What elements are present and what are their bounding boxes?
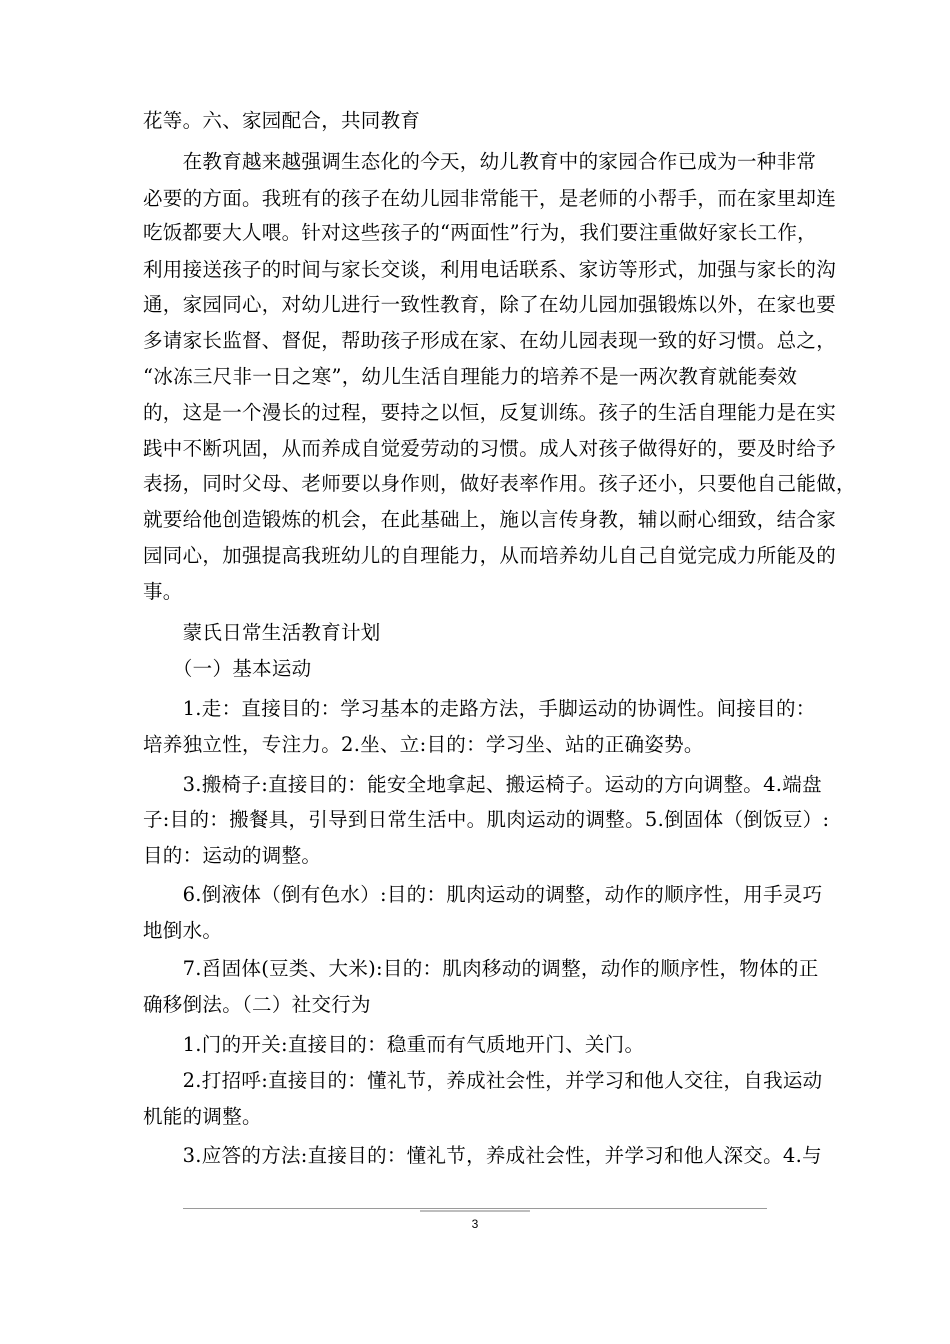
text-line: 确移倒法。（二）社交行为	[143, 993, 371, 1016]
text-line: 通，家园同心，对幼儿进行一致性教育，除了在幼儿园加强锻炼以外，在家也要	[143, 293, 837, 316]
text-line: 地倒水。	[143, 919, 223, 942]
text-line: 机能的调整。	[143, 1105, 262, 1128]
text-line: 必要的方面。我班有的孩子在幼儿园非常能干，是老师的小帮手，而在家里却连	[143, 187, 837, 210]
text-line: 6.倒液体（倒有色水）:目的：肌肉运动的调整，动作的顺序性，用手灵巧	[143, 883, 823, 906]
footer-divider-accent	[420, 1210, 530, 1212]
text-line: 表扬，同时父母、老师要以身作则，做好表率作用。孩子还小，只要他自己能做，	[143, 472, 856, 495]
text-line: 事。	[143, 580, 183, 603]
text-line: 花等。六、家园配合，共同教育	[143, 109, 421, 132]
text-line: 利用接送孩子的时间与家长交谈，利用电话联系、家访等形式，加强与家长的沟	[143, 258, 837, 281]
text-line: 就要给他创造锻炼的机会，在此基础上，施以言传身教，辅以耐心细致，结合家	[143, 508, 837, 531]
text-line: 在教育越来越强调生态化的今天，幼儿教育中的家园合作已成为一种非常	[143, 150, 817, 173]
text-line: 目的：运动的调整。	[143, 844, 322, 867]
text-line: 3.应答的方法:直接目的：懂礼节，养成社会性，并学习和他人深交。4.与	[143, 1144, 822, 1167]
text-line: 2.打招呼:直接目的：懂礼节，养成社会性，并学习和他人交往，自我运动	[143, 1069, 823, 1092]
section-heading: 蒙氏日常生活教育计划	[143, 621, 381, 644]
text-line: 7.舀固体(豆类、大米):目的：肌肉移动的调整，动作的顺序性，物体的正	[143, 957, 819, 980]
page-number: 3	[471, 1217, 479, 1231]
subsection-heading: （一）基本运动	[143, 657, 312, 680]
text-line: 践中不断巩固，从而养成自觉爱劳动的习惯。成人对孩子做得好的，要及时给予	[143, 437, 837, 460]
text-line: 多请家长监督、督促，帮助孩子形成在家、在幼儿园表现一致的好习惯。总之，	[143, 329, 837, 352]
text-line: 3.搬椅子:直接目的：能安全地拿起、搬运椅子。运动的方向调整。4.端盘	[143, 773, 822, 796]
text-line: 的，这是一个漫长的过程，要持之以恒，反复训练。孩子的生活自理能力是在实	[143, 401, 837, 424]
text-line: 园同心，加强提高我班幼儿的自理能力，从而培养幼儿自己自觉完成力所能及的	[143, 544, 837, 567]
footer-divider	[183, 1208, 767, 1209]
text-line: 1.走：直接目的：学习基本的走路方法，手脚运动的协调性。间接目的：	[143, 697, 816, 720]
text-line: 吃饭都要大人喂。针对这些孩子的“两面性”行为，我们要注重做好家长工作，	[143, 221, 817, 244]
text-line: 1.门的开关:直接目的：稳重而有气质地开门、关门。	[143, 1033, 645, 1056]
text-line: “冰冻三尺非一日之寒”，幼儿生活自理能力的培养不是一两次教育就能奏效	[143, 365, 798, 388]
text-line: 子:目的：搬餐具，引导到日常生活中。肌肉运动的调整。5.倒固体（倒饭豆）:	[143, 808, 830, 831]
text-line: 培养独立性，专注力。2.坐、立:目的：学习坐、站的正确姿势。	[143, 733, 704, 756]
